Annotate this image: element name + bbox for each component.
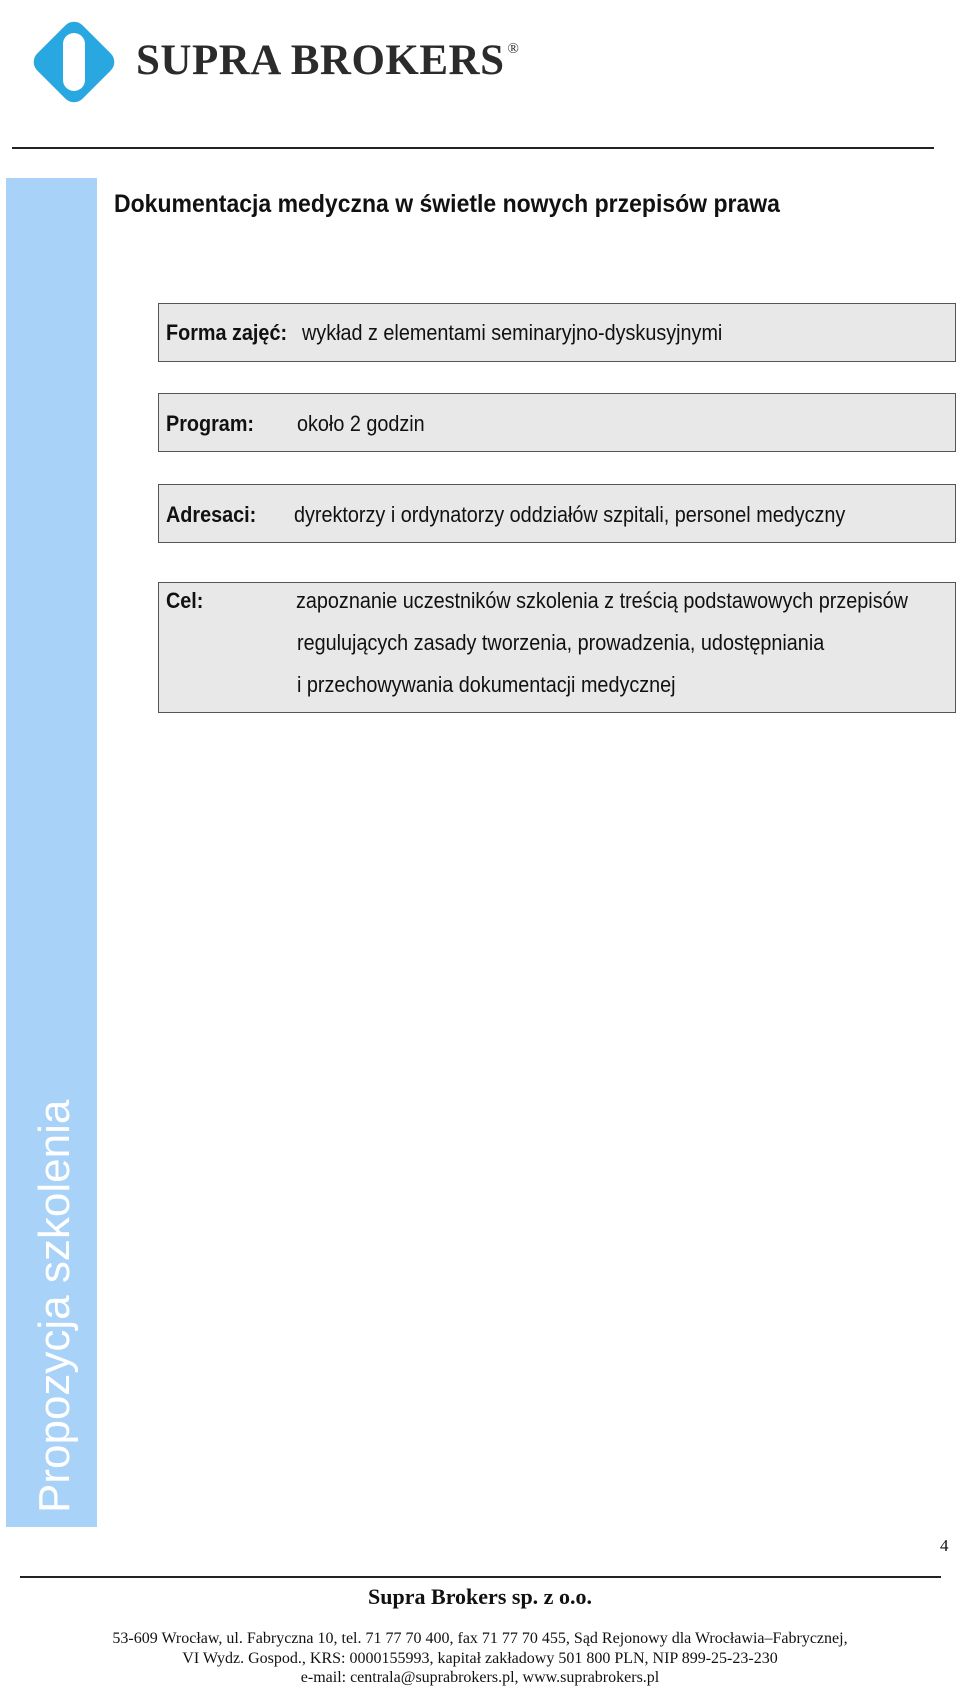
header-divider [12,147,934,149]
field-program [158,393,956,452]
field-label: Cel: [166,588,204,613]
field-value-line: zapoznanie uczestników szkolenia z treścią podstawowych przepisów [296,588,908,613]
brand-name: SUPRA BROKERS ® [136,37,520,84]
field-value-line: i przechowywania dokumentacji medycznej [297,672,676,697]
footer-company: Supra Brokers sp. z o.o. [368,1584,592,1609]
field-value: wykład z elementami seminaryjno-dyskusyjnymi [302,320,723,345]
page-title: Dokumentacja medyczna w świetle nowych przepisów prawa [114,190,780,218]
registered-mark: ® [507,40,520,57]
footer-contact-line: e-mail: centrala@suprabrokers.pl, www.suprabrokers.pl [300,1669,660,1686]
footer-address-line: 53-609 Wrocław, ul. Fabryczna 10, tel. 71 77 70 400, fax 71 77 70 455, Sąd Rejonowy dla Wrocławia–Fabrycznej, [112,1630,848,1647]
field-cel [158,582,956,713]
supra-brokers-logo [26,14,122,110]
field-value: dyrektorzy i ordynatorzy oddziałów szpitali, personel medyczny [294,502,846,527]
field-label: Adresaci: [166,502,257,527]
sidebar-label: Propozycja szkolenia [30,1099,79,1513]
field-adresaci [158,484,956,543]
footer-address-line: VI Wydz. Gospod., KRS: 0000155993, kapitał zakładowy 501 800 PLN, NIP 899-25-23-230 [182,1650,778,1667]
field-value-line: regulujących zasady tworzenia, prowadzenia, udostępniania [297,630,825,655]
field-forma-zajec [158,303,956,362]
footer-divider [20,1576,941,1578]
page-number: 4 [940,1536,949,1555]
field-label: Forma zajęć: [166,320,288,345]
field-value: około 2 godzin [297,411,425,436]
field-label: Program: [166,411,255,436]
